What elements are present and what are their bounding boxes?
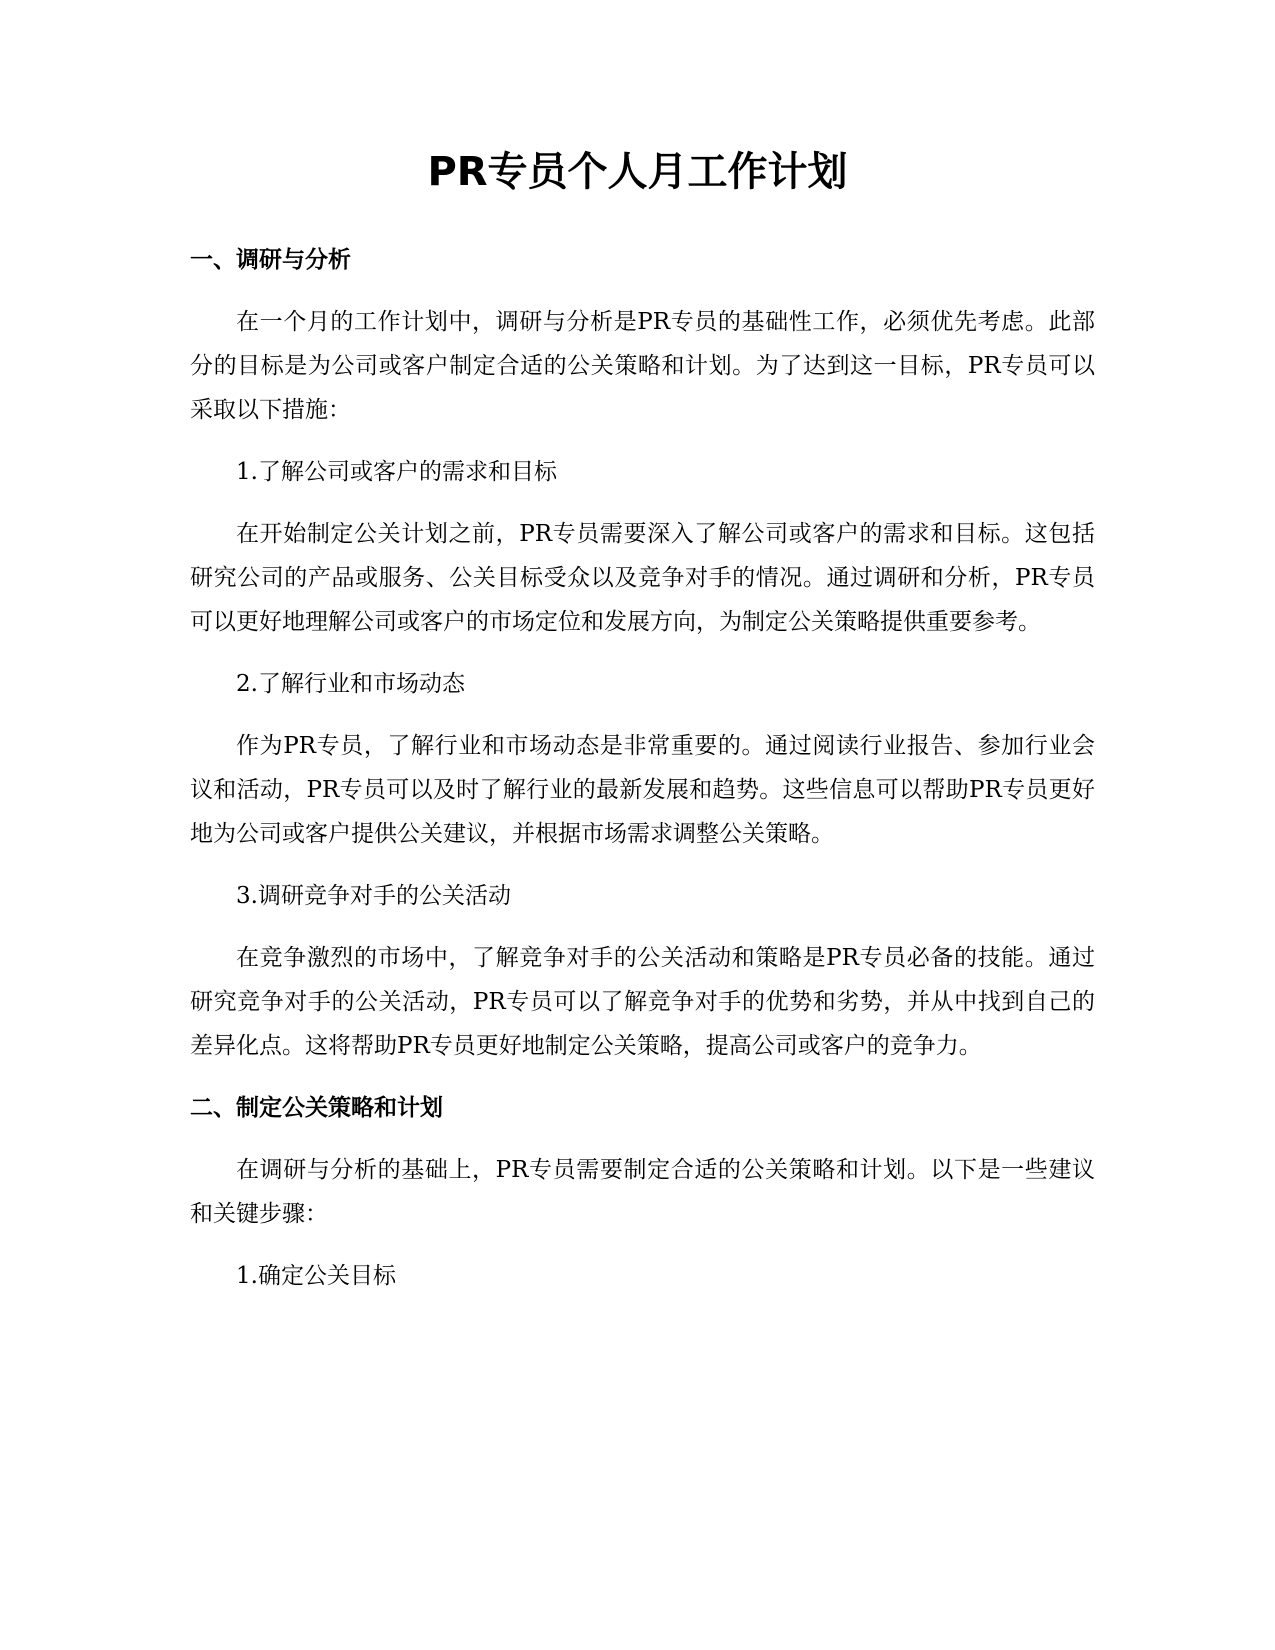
section-heading: 一、调研与分析	[190, 247, 351, 273]
section-heading: 二、制定公关策略和计划	[190, 1095, 443, 1121]
list-item-label: 2.了解行业和市场动态	[236, 671, 465, 697]
document-body	[190, 240, 1095, 1296]
list-item-text: 作为PR专员，了解行业和市场动态是非常重要的。通过阅读行业报告、参加行业会议和活动，PR专员可以及时了解行业的最新发展和趋势。这些信息可以帮助PR专员更好地为公司或客户提供公关建议，并根据市场需求调整公关策略。	[190, 733, 1095, 847]
list-item-label: 1.了解公司或客户的需求和目标	[236, 459, 557, 485]
list-item-text: 在竞争激烈的市场中，了解竞争对手的公关活动和策略是PR专员必备的技能。通过研究竞争对手的公关活动，PR专员可以了解竞争对手的优势和劣势，并从中找到自己的差异化点。这将帮助PR专员更好地制定公关策略，提高公司或客户的竞争力。	[190, 945, 1095, 1059]
section-intro: 在调研与分析的基础上，PR专员需要制定合适的公关策略和计划。以下是一些建议和关键步骤：	[190, 1157, 1095, 1227]
list-item-label: 3.调研竞争对手的公关活动	[236, 883, 511, 909]
list-item-text: 在开始制定公关计划之前，PR专员需要深入了解公司或客户的需求和目标。这包括研究公司的产品或服务、公关目标受众以及竞争对手的情况。通过调研和分析，PR专员可以更好地理解公司或客户的市场定位和发展方向，为制定公关策略提供重要参考。	[190, 521, 1095, 635]
document-title: PR专员个人月工作计划	[427, 149, 848, 195]
section-intro: 在一个月的工作计划中，调研与分析是PR专员的基础性工作，必须优先考虑。此部分的目标是为公司或客户制定合适的公关策略和计划。为了达到这一目标，PR专员可以采取以下措施：	[190, 309, 1095, 423]
list-item-label: 1.确定公关目标	[236, 1263, 396, 1289]
